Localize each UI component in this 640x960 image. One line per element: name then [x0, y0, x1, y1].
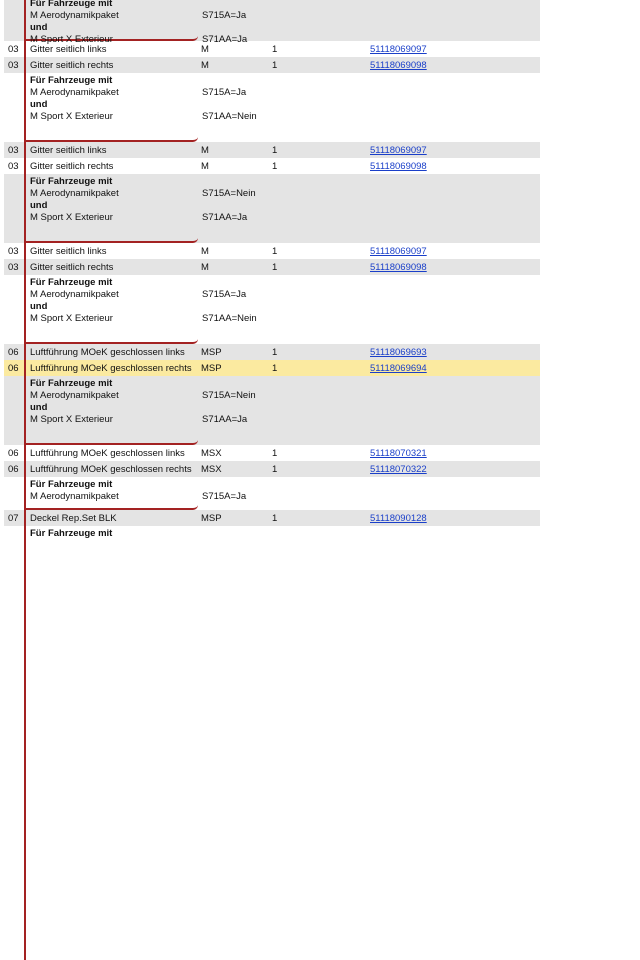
part-number-cell: [370, 60, 520, 71]
quantity: 1: [272, 512, 278, 524]
option-code: S71AA=Ja: [202, 34, 248, 45]
part-number-cell: [370, 161, 520, 172]
condition-text: [24, 73, 198, 142]
condition-heading: und: [30, 301, 48, 312]
part-description: Luftführung MOeK geschlossen rechts: [24, 461, 198, 477]
quantity: 1: [272, 160, 278, 172]
model-code: MSP: [201, 512, 222, 524]
position-number: 07: [8, 512, 19, 524]
part-description: Luftführung MOeK geschlossen links: [24, 344, 198, 360]
part-number-cell: [370, 347, 520, 358]
part-number-cell: [370, 363, 520, 374]
part-description: Gitter seitlich rechts: [24, 259, 198, 275]
condition-option: M Aerodynamikpaket: [30, 390, 119, 401]
part-number-link[interactable]: 51118069097: [370, 144, 427, 156]
part-number-cell: [370, 464, 520, 475]
table-row[interactable]: [4, 461, 540, 477]
position-number: 06: [8, 362, 19, 374]
part-number-link[interactable]: 51118069098: [370, 261, 427, 273]
part-number-cell: [370, 513, 520, 524]
table-row[interactable]: [4, 158, 540, 174]
model-code: M: [201, 245, 209, 257]
condition-spacer: [4, 0, 24, 41]
quantity: 1: [272, 463, 278, 475]
condition-heading: Für Fahrzeuge mit: [30, 277, 113, 288]
table-row[interactable]: [4, 57, 540, 73]
table-row[interactable]: [4, 445, 540, 461]
part-number-link[interactable]: 51118069693: [370, 346, 427, 358]
table-row[interactable]: [4, 142, 540, 158]
quantity: 1: [272, 144, 278, 156]
table-row[interactable]: [4, 259, 540, 275]
condition-heading: Für Fahrzeuge mit: [30, 0, 113, 9]
option-code: S715A=Ja: [202, 289, 247, 300]
condition-option: M Aerodynamikpaket: [30, 10, 119, 21]
condition-block: [4, 477, 540, 510]
condition-block: [4, 526, 540, 960]
condition-block: [4, 73, 540, 142]
condition-option: M Aerodynamikpaket: [30, 491, 119, 502]
model-code: M: [201, 59, 209, 71]
condition-block: [4, 275, 540, 344]
option-code: S715A=Ja: [202, 10, 247, 21]
position-number: 06: [8, 463, 19, 475]
part-number-link[interactable]: 51118069098: [370, 160, 427, 172]
condition-codes: [198, 275, 302, 344]
part-description: Luftführung MOeK geschlossen links: [24, 445, 198, 461]
part-description: Gitter seitlich links: [24, 243, 198, 259]
condition-option: M Sport X Exterieur: [30, 111, 113, 122]
condition-codes: [198, 376, 302, 445]
part-number-cell: [370, 44, 520, 55]
option-code: S71AA=Nein: [202, 111, 257, 122]
condition-block: [4, 376, 540, 445]
quantity: 1: [272, 362, 278, 374]
model-code: MSX: [201, 463, 222, 475]
condition-codes: [198, 0, 302, 45]
part-number-link[interactable]: 51118069098: [370, 59, 427, 71]
condition-option: M Aerodynamikpaket: [30, 87, 119, 98]
part-number-link[interactable]: 51118070321: [370, 447, 427, 459]
condition-codes: [198, 174, 302, 243]
position-number: 03: [8, 245, 19, 257]
condition-heading: und: [30, 22, 48, 33]
condition-heading: Für Fahrzeuge mit: [30, 479, 113, 490]
condition-spacer: [4, 526, 24, 960]
condition-heading: Für Fahrzeuge mit: [30, 176, 113, 187]
part-number-link[interactable]: 51118069694: [370, 362, 427, 374]
condition-text: [24, 275, 198, 344]
condition-option: M Sport X Exterieur: [30, 212, 113, 223]
part-number-cell: [370, 262, 520, 273]
option-code: S71AA=Nein: [202, 313, 257, 324]
condition-heading: und: [30, 200, 48, 211]
table-row[interactable]: [4, 510, 540, 526]
quantity: 1: [272, 261, 278, 273]
part-description: Gitter seitlich links: [24, 41, 198, 57]
part-description: Luftführung MOeK geschlossen rechts: [24, 360, 198, 376]
condition-spacer: [4, 73, 24, 142]
condition-option: M Sport X Exterieur: [30, 34, 113, 45]
quantity: 1: [272, 59, 278, 71]
quantity: 1: [272, 245, 278, 257]
condition-codes: [198, 477, 302, 510]
condition-heading: und: [30, 99, 48, 110]
model-code: M: [201, 160, 209, 172]
option-code: S71AA=Ja: [202, 212, 248, 223]
condition-option: M Aerodynamikpaket: [30, 188, 119, 199]
part-number-cell: [370, 246, 520, 257]
condition-block: [4, 0, 540, 45]
table-row[interactable]: [4, 41, 540, 57]
model-code: M: [201, 144, 209, 156]
condition-option: M Sport X Exterieur: [30, 313, 113, 324]
condition-text: [24, 174, 198, 243]
position-number: 06: [8, 346, 19, 358]
option-code: S715A=Nein: [202, 188, 256, 199]
position-number: 03: [8, 43, 19, 55]
position-number: 03: [8, 160, 19, 172]
table-row[interactable]: [4, 344, 540, 360]
condition-block: [4, 174, 540, 243]
quantity: 1: [272, 43, 278, 55]
condition-heading: und: [30, 402, 48, 413]
condition-heading: Für Fahrzeuge mit: [30, 378, 113, 389]
position-number: 06: [8, 447, 19, 459]
parts-table: [4, 0, 540, 960]
model-code: M: [201, 43, 209, 55]
part-description: Gitter seitlich rechts: [24, 57, 198, 73]
part-number-link[interactable]: 51118069097: [370, 245, 427, 257]
table-row[interactable]: [4, 360, 540, 376]
option-code: S715A=Ja: [202, 87, 247, 98]
condition-spacer: [4, 376, 24, 445]
condition-heading: Für Fahrzeuge mit: [30, 528, 113, 539]
model-code: MSP: [201, 346, 222, 358]
position-number: 03: [8, 144, 19, 156]
condition-text: [24, 376, 198, 445]
part-number-link[interactable]: 51118070322: [370, 463, 427, 475]
condition-heading: Für Fahrzeuge mit: [30, 75, 113, 86]
part-number-link[interactable]: 51118090128: [370, 512, 427, 524]
part-description: Gitter seitlich rechts: [24, 158, 198, 174]
condition-option: M Aerodynamikpaket: [30, 289, 119, 300]
condition-codes: [198, 73, 302, 142]
model-code: M: [201, 261, 209, 273]
part-description: Deckel Rep.Set BLK: [24, 510, 198, 526]
condition-text: [24, 0, 198, 45]
model-code: MSX: [201, 447, 222, 459]
quantity: 1: [272, 346, 278, 358]
option-code: S71AA=Ja: [202, 414, 248, 425]
part-number-cell: [370, 448, 520, 459]
quantity: 1: [272, 447, 278, 459]
condition-spacer: [4, 477, 24, 510]
part-number-link[interactable]: 51118069097: [370, 43, 427, 55]
part-number-cell: [370, 145, 520, 156]
option-code: S715A=Ja: [202, 491, 247, 502]
condition-text: [24, 526, 198, 960]
option-code: S715A=Nein: [202, 390, 256, 401]
condition-text: [24, 477, 198, 510]
condition-codes: [198, 526, 302, 960]
table-row[interactable]: [4, 243, 540, 259]
model-code: MSP: [201, 362, 222, 374]
part-description: Gitter seitlich links: [24, 142, 198, 158]
condition-spacer: [4, 275, 24, 344]
position-number: 03: [8, 59, 19, 71]
condition-option: M Sport X Exterieur: [30, 414, 113, 425]
condition-spacer: [4, 174, 24, 243]
position-number: 03: [8, 261, 19, 273]
